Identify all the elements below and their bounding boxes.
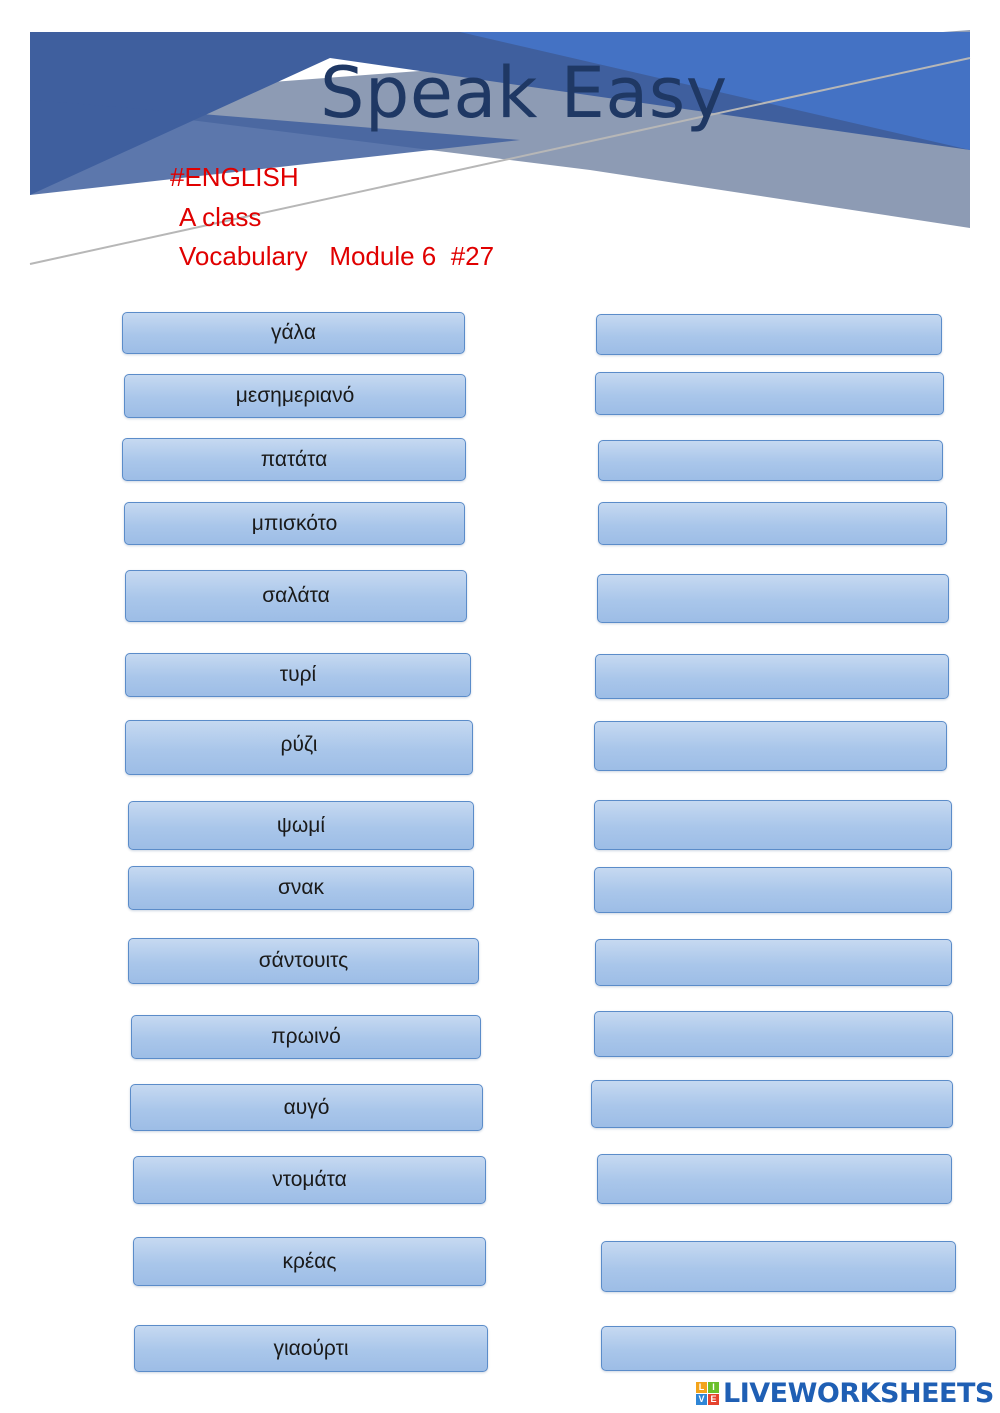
answer-box[interactable] xyxy=(597,1154,952,1204)
word-card: πρωινό xyxy=(131,1015,481,1059)
word-card: μεσημεριανό xyxy=(124,374,466,418)
answer-box[interactable] xyxy=(598,502,947,545)
subtitle-class: A class xyxy=(179,202,262,232)
answer-box[interactable] xyxy=(594,721,947,771)
answer-box[interactable] xyxy=(595,372,944,415)
answer-box[interactable] xyxy=(597,574,949,623)
answer-box[interactable] xyxy=(591,1080,953,1128)
subtitle-vocabulary: Vocabulary Module 6 #27 xyxy=(179,241,495,271)
word-card: ψωμί xyxy=(128,801,474,850)
word-card: μπισκότο xyxy=(124,502,465,545)
word-card: σάντουιτς xyxy=(128,938,479,984)
word-card: κρέας xyxy=(133,1237,486,1286)
word-card: αυγό xyxy=(130,1084,483,1131)
answer-box[interactable] xyxy=(601,1326,956,1371)
word-card: σαλάτα xyxy=(125,570,467,622)
logo-letter-l: L xyxy=(696,1382,707,1393)
answer-box[interactable] xyxy=(598,440,943,481)
word-card: ντομάτα xyxy=(133,1156,486,1204)
liveworksheets-brand: LIVEWORKSHEETS xyxy=(723,1378,994,1409)
liveworksheets-logo xyxy=(696,1378,994,1409)
answer-box[interactable] xyxy=(601,1241,956,1292)
subtitle-hashtag: #ENGLISH xyxy=(170,162,299,192)
liveworksheets-logo-icon xyxy=(696,1382,719,1405)
answer-box[interactable] xyxy=(594,800,952,850)
word-card: τυρί xyxy=(125,653,471,697)
word-card: ρύζι xyxy=(125,720,473,775)
answer-box[interactable] xyxy=(594,867,952,913)
answer-box[interactable] xyxy=(596,314,942,355)
word-card: πατάτα xyxy=(122,438,466,481)
word-card: γάλα xyxy=(122,312,465,354)
logo-letter-e: E xyxy=(708,1394,719,1405)
page-title: Speak Easy xyxy=(320,52,728,134)
answer-box[interactable] xyxy=(595,654,949,699)
word-card: σνακ xyxy=(128,866,474,910)
answer-box[interactable] xyxy=(594,1011,953,1057)
logo-letter-i: I xyxy=(708,1382,719,1393)
header-banner xyxy=(0,0,1000,290)
word-card: γιαούρτι xyxy=(134,1325,488,1372)
logo-letter-v: V xyxy=(696,1394,707,1405)
answer-box[interactable] xyxy=(595,939,952,986)
